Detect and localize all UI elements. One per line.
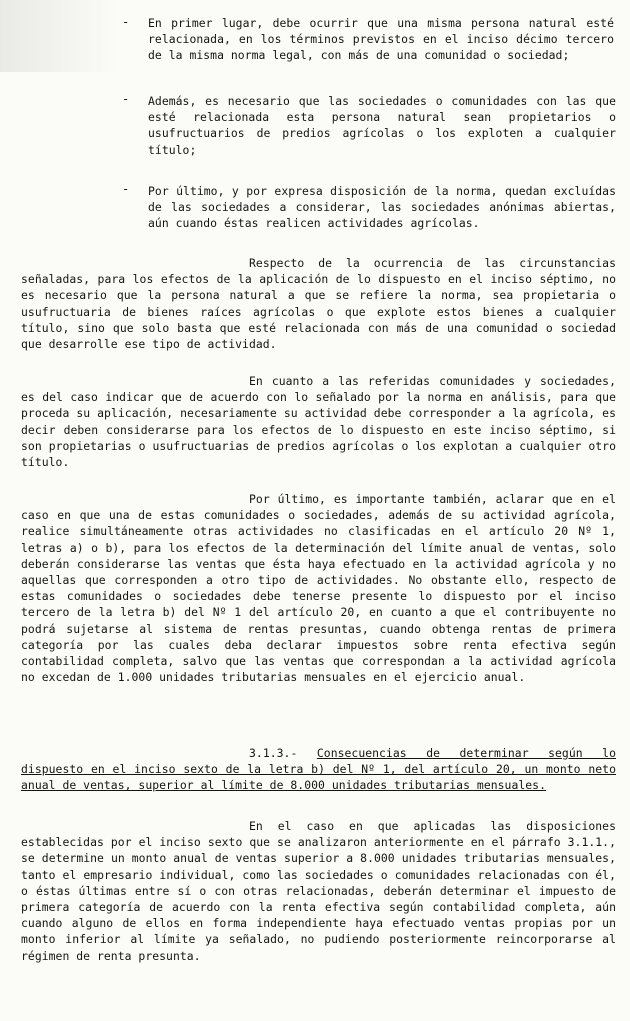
bullet-item-3: Por último, y por expresa disposición de la norma, quedan excluídas de las sociedades a considerar, las sociedades anónimas abiertas, aún cuando éstas realicen actividades agrícolas. [148,184,616,231]
paragraph-3: Por último, es importante también, aclarar que en el caso en que una de estas comunidades o sociedades, además de su actividad agrícola, realice simultáneamente otras actividades no clasificadas en el artículo 20 Nº 1, letras a) o b), para los efectos de la determinación del límite anual de ventas, solo deberán considerarse las ventas que ésta haya efectuado en la actividad agrícola y no aquellas que corresponden a otro tipo de actividades. No obstante ello, respecto de estas comunidades o sociedades debe tenerse presente lo dispuesto por el inciso tercero de la letra b) del Nº 1 del artículo 20, en cuanto a que el contribuyente no podrá sujetarse al sistema de rentas presuntas, cuando obtenga rentas de primera categoría por las cuales deba declarar impuestos sobre renta efectiva según contabilidad completa, salvo que las ventas que correspondan a la actividad agrícola no excedan de 1.000 unidades tributarias mensuales en el ejercicio anual. [21,492,616,685]
scan-shadow [0,0,118,72]
paragraph-1: Respecto de la ocurrencia de las circunstancias señaladas, para los efectos de la aplicación de lo dispuesto en el inciso séptimo, no es necesario que la persona natural a que se refiere la norma, sea propietaria o usufructuaria de bienes raíces agrícolas o que explote estos bienes a cualquier título, sino que solo basta que esté relacionada con más de una comunidad o sociedad que desarrolle ese tipo de actividad. [21,256,616,352]
paragraph-2: En cuanto a las referidas comunidades y sociedades, es del caso indicar que de acuerdo con lo señalado por la norma en análisis, para que proceda su aplicación, necesariamente su actividad debe corresponder a la agrícola, es decir deben considerarse para los efectos de lo dispuesto en este inciso séptimo, si son propietarias o usufructuarias de predios agrícolas o los explotan a cualquier otro título. [21,374,616,470]
bullet-marker-3: - [122,182,130,196]
bullet-item-1: En primer lugar, debe ocurrir que una misma persona natural esté relacionada, en los términos previstos en el inciso décimo tercero de la misma norma legal, con más de una comunidad o sociedad; [148,16,614,63]
section-number: 3.1.3.- [249,746,298,760]
paragraph-4: En el caso en que aplicadas las disposiciones establecidas por el inciso sexto que se analizaron anteriormente en el párrafo 3.1.1., se determine un monto anual de ventas superior a 8.000 unidades tributarias mensuales, tanto el empresario individual, como las sociedades o comunidades relacionadas con él, o éstas últimas entre sí o con otras relacionadas, deberán determinar el impuesto de primera categoría de acuerdo con la renta efectiva según contabilidad completa, aún cuando alguno de ellos en forma independiente haya efectuado ventas propias por un monto inferior al límite ya señalado, no pudiendo posteriormente reincorporarse al régimen de renta presunta. [21,819,616,963]
section-heading [21,745,616,794]
section-title: Consecuencias de determinar según lo dispuesto en el inciso sexto de la letra b) del Nº 1, del artículo 20, un monto neto anual de ventas, superior al límite de 8.000 unidades tributarias mensuales. [21,746,616,793]
bullet-marker-1: - [122,15,130,29]
bullet-marker-2: - [122,92,130,106]
bullet-item-2: Además, es necesario que las sociedades o comunidades con las que esté relacionada esta persona natural sean propietarios o usufructuarios de predios agrícolas o los exploten a cualquier título; [148,94,616,157]
